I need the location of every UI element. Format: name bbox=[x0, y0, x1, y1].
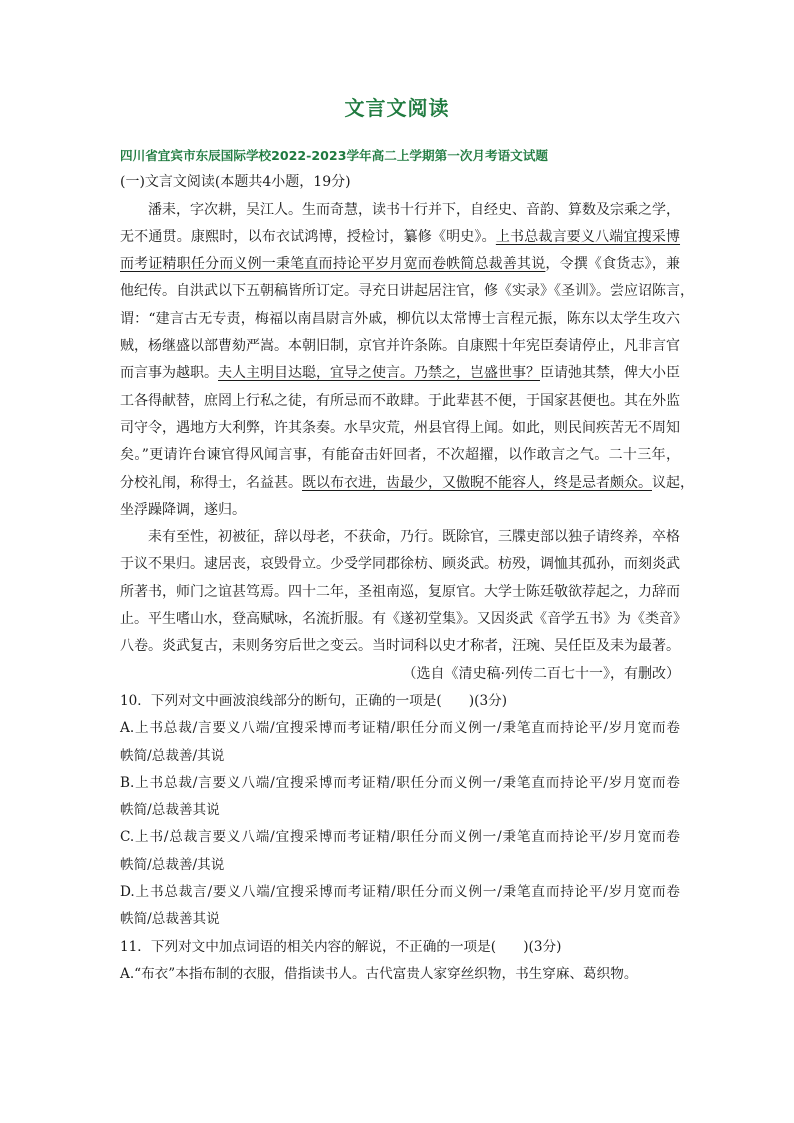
passage-text: 矣。”更请许台谏官得风闻言事，有能奋击奸回者，不次超擢，以作敢言之气。二十三年， bbox=[120, 447, 680, 464]
passage-text: 坐浮躁降调，遂归。 bbox=[120, 501, 246, 518]
passage-text: 工各得献替，庶罔上行私之徒，有所忌而不敢肆。于此辈甚不便，于国家甚便也。其在外监 bbox=[120, 392, 680, 409]
passage-text: 谓：“建言古无专责，梅福以南昌尉言外戚，柳伉以太常博士言程元振，陈东以太学生攻六 bbox=[120, 310, 680, 327]
underlined-text: 而考证精职任分而义例一秉笔直而持论平岁月宽而卷帙简总裁善其说 bbox=[120, 256, 546, 273]
question-11-stem: 11．下列对文中加点词语的相关内容的解说，不正确的一项是( )(3分) bbox=[120, 938, 562, 955]
passage-text: 而言事为越职。 bbox=[120, 365, 218, 382]
passage-line bbox=[120, 442, 680, 469]
passage-line bbox=[120, 197, 680, 224]
section-heading: (一)文言文阅读(本题共4小题，19分) bbox=[120, 174, 351, 191]
passage-text: 潘耒，字次耕，吴江人。生而奇慧，读书十行并下，自经史、音韵、算数及宗乘之学， bbox=[148, 201, 680, 218]
passage-text: 八卷。炎武复古，耒则务穷后世之变云。当时词科以史才称者，汪琬、吴任臣及耒为最著。 bbox=[120, 638, 680, 655]
passage-text: 司守令，遇地方大利弊，许其条奏。水旱灾荒，州县官得上闻。如此，则民间疾苦无不周知 bbox=[120, 419, 680, 436]
underlined-text: 既以布衣进，齿最少，又傲睨不能容人，终是忌者颇众。 bbox=[302, 474, 652, 491]
question-10-option-a-line-1: A.上书总裁/言要义八端/宜搜采博而考证精/职任分而义例一/秉笔直而持论平/岁月宽而卷 bbox=[120, 720, 680, 737]
passage-line bbox=[120, 606, 687, 633]
question-10-option-b-line-1: B.上书总裁/言要义八端/宜搜采博而考证精/职任分而义例一/秉笔直而持论平/岁月宽而卷 bbox=[120, 774, 680, 791]
passage-line bbox=[120, 333, 680, 360]
passage-line bbox=[120, 224, 680, 251]
question-10-stem: 10．下列对文中画波浪线部分的断句，正确的一项是( )(3分) bbox=[120, 692, 508, 709]
question-10-option-b-line-2: 帙简/总裁善其说 bbox=[120, 802, 220, 819]
underlined-text: 夫人主明目达聪，宜导之使言。乃禁之，岂盛世事？ bbox=[218, 365, 540, 382]
question-11-option-a: A.“布衣”本指布制的衣服，借指读书人。古代富贵人家穿丝织物，书生穿麻、葛织物。 bbox=[120, 965, 638, 982]
passage-line bbox=[120, 633, 680, 660]
passage-line bbox=[120, 415, 680, 442]
passage-text: 于议不果归。逮居丧，哀毁骨立。少受学同郡徐枋、顾炎武。枋殁，调恤其孤孙，而刻炎武 bbox=[120, 556, 680, 573]
page-title: 文言文阅读 bbox=[344, 96, 450, 120]
question-10-option-d-line-1: D.上书总裁言/要义八端/宜搜采博而考证精/职任分而义例一/秉笔直而持论平/岁月宽而卷 bbox=[120, 884, 680, 901]
passage-text: 贼，杨继盛以部曹劾严嵩。本朝旧制，京官并许条陈。自康熙十年宪臣奏请停止，凡非言官 bbox=[120, 338, 680, 355]
passage-line bbox=[120, 470, 694, 497]
source-line: 四川省宜宾市东辰国际学校2022-2023学年高二上学期第一次月考语文试题 bbox=[120, 148, 548, 163]
passage-line bbox=[120, 306, 680, 333]
underlined-text: 上书总裁言要义八端宜搜采博 bbox=[495, 228, 681, 245]
passage-line bbox=[120, 524, 680, 551]
passage-line bbox=[120, 251, 680, 278]
passage-text: 臣请弛其禁，俾大小臣 bbox=[540, 365, 680, 382]
question-10-option-d-line-2: 帙简/总裁善其说 bbox=[120, 911, 220, 928]
passage-line bbox=[120, 388, 680, 415]
passage-text: ，令撰《食货志》，兼 bbox=[545, 256, 681, 273]
passage-text: 分校礼闱，称得士，名益甚。 bbox=[120, 474, 302, 491]
question-10-option-a-line-2: 帙简/总裁善/其说 bbox=[120, 747, 225, 764]
passage-line bbox=[120, 579, 680, 606]
passage-paragraph-2 bbox=[120, 524, 687, 660]
passage-line bbox=[120, 360, 680, 387]
passage-line bbox=[120, 551, 680, 578]
question-10-option-c-line-2: 帙简/总裁善/其说 bbox=[120, 856, 225, 873]
passage-text: 他纪传。自洪武以下五朝稿皆所订定。寻充日讲起居注官，修《实录》《圣训》。尝应诏陈言， bbox=[120, 283, 694, 300]
passage-paragraph-1 bbox=[120, 197, 694, 525]
document-body bbox=[120, 142, 694, 988]
passage-text: 议起， bbox=[652, 474, 694, 491]
passage-line bbox=[120, 278, 694, 305]
passage-citation: （选自《清史稿·列传二百七十一》，有删改） bbox=[402, 665, 680, 682]
question-10-option-c-line-1: C.上书/总裁言要义八端/宜搜采博而考证精/职任分而义例一/秉笔直而持论平/岁月宽而卷 bbox=[120, 829, 680, 846]
passage-line bbox=[120, 497, 680, 524]
passage-text: 止。平生嗜山水，登高赋咏，名流折服。有《遂初堂集》。又因炎武《音学五书》为《类音》 bbox=[120, 611, 687, 628]
passage-text: 所著书，师门之谊甚笃焉。四十二年，圣祖南巡，复原官。大学士陈廷敬欲荐起之，力辞而 bbox=[120, 583, 680, 600]
passage-text: 耒有至性，初被征，辞以母老，不获命，乃行。既除官，三牒吏部以独子请终养，卒格 bbox=[148, 529, 680, 546]
passage-text: 无不通贯。康熙时，以布衣试鸿博，授检讨，纂修《明史》。 bbox=[120, 228, 496, 245]
